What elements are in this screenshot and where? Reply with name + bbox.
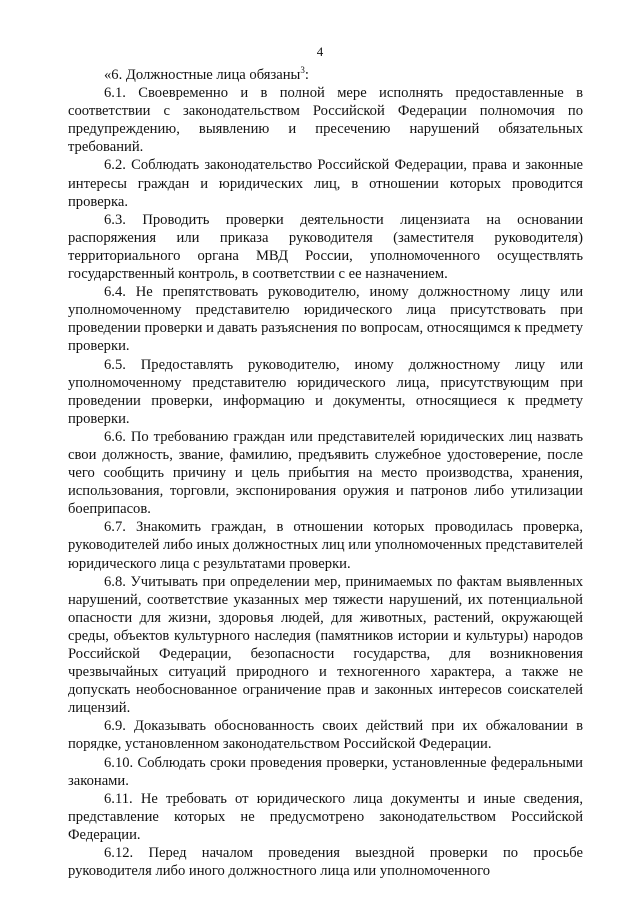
clause-6-4: 6.4. Не препятствовать руководителю, иному должностному лицу или уполномоченному представителю юридического лица присутствовать при проведении проверки и давать разъяснения по вопросам, относящимся к предмету проверки. [68,284,583,355]
clause-6-2: 6.2. Соблюдать законодательство Российской Федерации, права и законные интересы граждан и юридических лиц, в отношении которых проводится проверка. [68,157,583,210]
clause-6-9: 6.9. Доказывать обоснованность своих действий при их обжаловании в порядке, установленном законодательством Российской Федерации. [68,718,583,753]
clause-6-10: 6.10. Соблюдать сроки проведения проверки, установленные федеральными законами. [68,754,583,789]
document-body [68,66,583,880]
clause-6-8: 6.8. Учитывать при определении мер, принимаемых по фактам выявленных нарушений, соответствие указанных мер тяжести нарушений, их потенциальной опасности для жизни, здоровья людей, для животных, растений, окружающей среды, объектов культурного наследия (памятников истории и культуры) народов Российской Федерации, безопасности государства, для возникновения чрезвычайных ситуаций природного и техногенного характера, а также не допускать необоснованное ограничение прав и законных интересов соискателей лицензий. [68,573,583,717]
section-heading [68,66,583,84]
clause-6-5: 6.5. Предоставлять руководителю, иному должностному лицу или уполномоченному представителю юридического лица, присутствующим при проведении проверки, информацию и документы, относящиеся к предмету проверки. [68,356,583,427]
footnote-reference: 3 [300,65,305,76]
clause-6-7: 6.7. Знакомить граждан, в отношении которых проводилась проверка, руководителей либо иных должностных лиц или уполномоченных представителей юридического лица с результатами проверки. [68,519,583,572]
page-number: 4 [316,44,324,59]
clause-6-11: 6.11. Не требовать от юридического лица документы и иные сведения, представление которых не предусмотрено законодательством Российской Федерации. [68,790,583,843]
section-heading-suffix: : [304,67,309,83]
clause-6-3: 6.3. Проводить проверки деятельности лицензиата на основании распоряжения или приказа руководителя (заместителя руководителя) территориального органа МВД России, уполномоченного осуществлять государственный контроль, в соответствии с ее назначением. [68,211,583,283]
clause-6-12: 6.12. Перед началом проведения выездной проверки по просьбе руководителя либо иного должностного лица или уполномоченного [68,845,583,880]
clause-6-1: 6.1. Своевременно и в полной мере исполнять предоставленные в соответствии с законодательством Российской Федерации полномочия по предупреждению, выявлению и пресечению нарушений обязательных требований. [68,85,583,156]
section-heading-text: «6. Должностные лица обязаны [104,67,301,83]
clause-6-6: 6.6. По требованию граждан или представителей юридических лиц назвать свои должность, звание, фамилию, предъявить служебное удостоверение, после чего сообщить причину и цель прибытия на место производства, хранения, использования, торговли, экспонирования оружия и патронов либо утилизации боеприпасов. [68,428,583,518]
